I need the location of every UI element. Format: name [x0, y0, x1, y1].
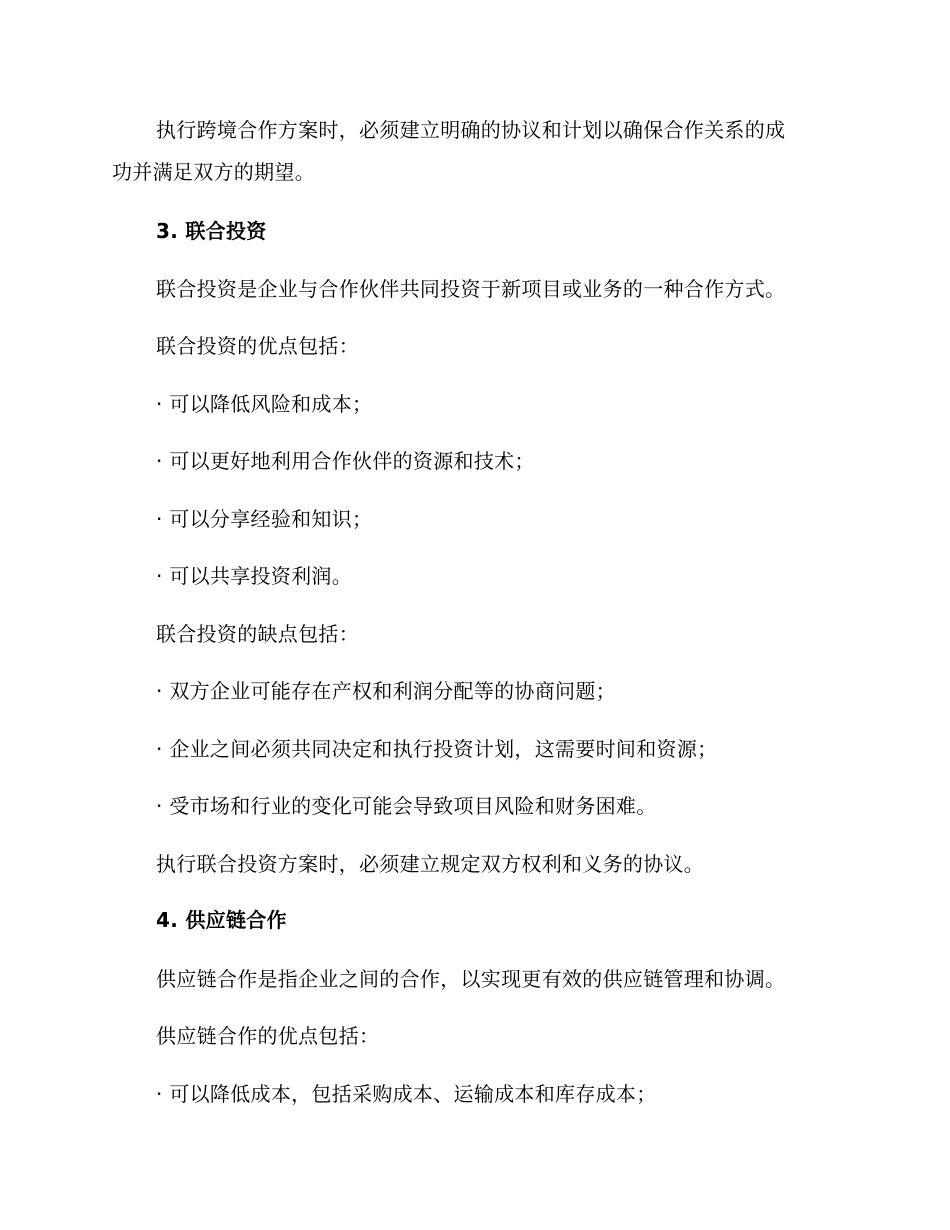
section-3-heading: 3. 联合投资 [156, 219, 267, 243]
section-3-pros-label: 联合投资的优点包括： [156, 334, 359, 358]
section-3-pro-item: · 可以共享投资利润。 [156, 564, 353, 588]
intro-paragraph-line-2: 功并满足双方的期望。 [112, 160, 315, 184]
intro-paragraph-line-1: 执行跨境合作方案时，必须建立明确的协议和计划以确保合作关系的成 [156, 118, 786, 142]
section-3-con-item: · 企业之间必须共同决定和执行投资计划，这需要时间和资源； [156, 737, 718, 761]
section-3-con-item: · 受市场和行业的变化可能会导致项目风险和财务困难。 [156, 794, 657, 818]
section-3-cons-label: 联合投资的缺点包括： [156, 622, 359, 646]
section-3-intro: 联合投资是企业与合作伙伴共同投资于新项目或业务的一种合作方式。 [156, 277, 786, 301]
section-3-pro-item: · 可以分享经验和知识； [156, 507, 373, 531]
section-3-conclusion: 执行联合投资方案时，必须建立规定双方权利和义务的协议。 [156, 852, 705, 876]
section-3-pro-item: · 可以更好地利用合作伙伴的资源和技术； [156, 449, 535, 473]
section-4-pros-label: 供应链合作的优点包括： [156, 1024, 380, 1048]
section-4-heading: 4. 供应链合作 [156, 908, 287, 932]
section-3-con-item: · 双方企业可能存在产权和利润分配等的协商问题； [156, 679, 616, 703]
section-4-intro: 供应链合作是指企业之间的合作，以实现更有效的供应链管理和协调。 [156, 967, 786, 991]
section-4-pro-item: · 可以降低成本，包括采购成本、运输成本和库存成本； [156, 1082, 657, 1106]
section-3-pro-item: · 可以降低风险和成本； [156, 392, 373, 416]
